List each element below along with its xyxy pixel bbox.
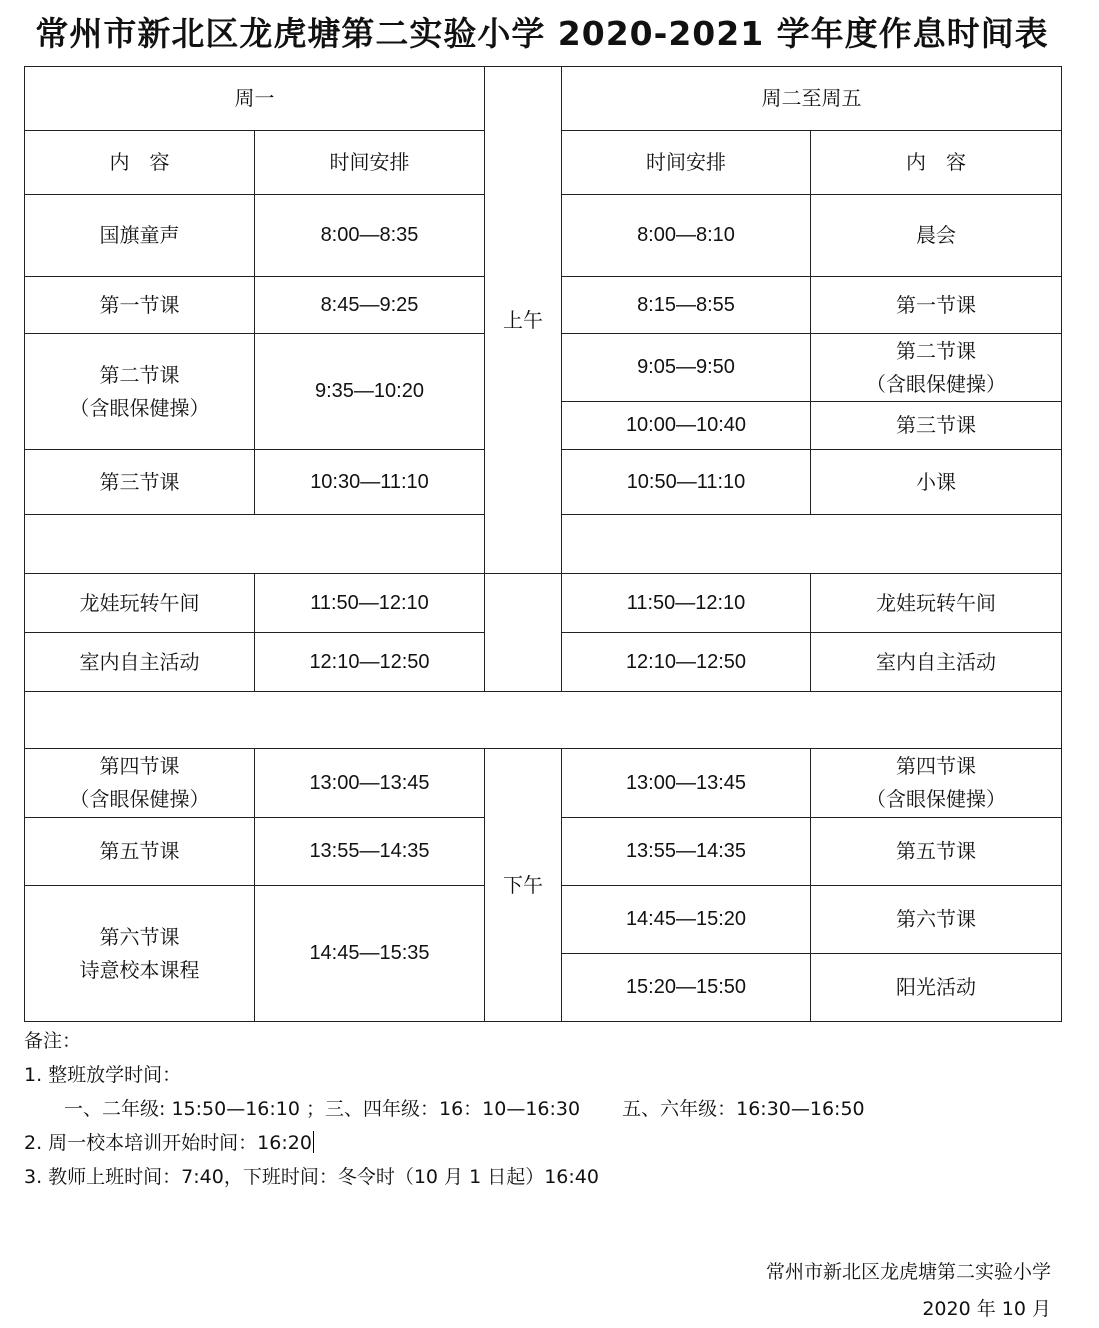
weekday-content: 第六节课: [811, 886, 1062, 954]
lesson-note: （含眼保健操）: [69, 787, 210, 811]
label-morning: 上午: [485, 67, 562, 574]
weekday-content: 小课: [811, 450, 1062, 515]
weekday-time: 11:50—12:10: [562, 574, 811, 633]
monday-content: [25, 886, 255, 1022]
weekday-content: [811, 749, 1062, 818]
monday-time: 9:35—10:20: [255, 334, 485, 450]
monday-time: 14:45—15:35: [255, 886, 485, 1022]
weekday-content: [811, 334, 1062, 402]
note-item-1: 1. 整班放学时间：: [24, 1064, 182, 1086]
header-schedule-monday: 时间安排: [255, 131, 485, 195]
lesson-name: 第四节课: [896, 754, 976, 778]
header-tue-fri: 周二至周五: [562, 67, 1062, 131]
signature-block: [766, 1254, 1051, 1328]
header-content-monday: 内 容: [25, 131, 255, 195]
lesson-note: （含眼保健操）: [866, 787, 1006, 811]
weekday-content: 第一节课: [811, 277, 1062, 334]
note-item-2[interactable]: [24, 1126, 865, 1160]
weekday-content: 龙娃玩转午间: [811, 574, 1062, 633]
weekday-time: 13:55—14:35: [562, 818, 811, 886]
header-monday: 周一: [25, 67, 485, 131]
blank-row: [25, 692, 1062, 749]
weekday-content: 第五节课: [811, 818, 1062, 886]
page-title: 常州市新北区龙虎塘第二实验小学 2020-2021 学年度作息时间表: [35, 14, 1049, 53]
weekday-time: 13:00—13:45: [562, 749, 811, 818]
monday-time: 12:10—12:50: [255, 633, 485, 692]
monday-content: 第三节课: [25, 450, 255, 515]
note-dismissal-times: [24, 1092, 865, 1126]
lesson-name: 第六节课: [99, 924, 180, 949]
monday-content: 第五节课: [25, 818, 255, 886]
weekday-time: 15:20—15:50: [562, 954, 811, 1022]
monday-time: 8:00—8:35: [255, 195, 485, 277]
label-afternoon: 下午: [485, 749, 562, 1022]
lesson-name: 第二节课: [896, 338, 976, 363]
signature-school: 常州市新北区龙虎塘第二实验小学: [765, 1261, 1051, 1283]
note-item-3: 3. 教师上班时间：7:40，下班时间：冬令时（10 月 1 日起）16:40: [24, 1166, 599, 1188]
monday-content: 室内自主活动: [25, 633, 255, 692]
lesson-note: （含眼保健操）: [69, 395, 210, 420]
notes-section: [24, 1024, 865, 1194]
lesson-note: 诗意校本课程: [79, 957, 200, 982]
blank-row: [25, 515, 485, 574]
weekday-time: 8:00—8:10: [562, 195, 811, 277]
noon-empty-cell: [485, 574, 562, 692]
weekday-time: 10:50—11:10: [562, 450, 811, 515]
weekday-time: 9:05—9:50: [562, 334, 811, 402]
signature-date: 2020 年 10 月: [922, 1298, 1051, 1320]
lesson-name: 第二节课: [99, 362, 180, 387]
lesson-note: （含眼保健操）: [866, 371, 1006, 396]
note-item-2-text: 2. 周一校本培训开始时间：16:20: [24, 1132, 312, 1154]
weekday-time: 14:45—15:20: [562, 886, 811, 954]
monday-time: 10:30—11:10: [255, 450, 485, 515]
header-schedule-weekday: 时间安排: [562, 131, 811, 195]
weekday-time: 12:10—12:50: [562, 633, 811, 692]
lesson-name: 第四节课: [99, 754, 180, 778]
dismissal-grades-1-4: 一、二年级: 15:50—16:10 ；三、四年级：16：10—16:30: [64, 1098, 581, 1120]
schedule-table: [24, 66, 1062, 1022]
weekday-time: 8:15—8:55: [562, 277, 811, 334]
dismissal-grades-5-6: 五、六年级：16:30—16:50: [622, 1098, 865, 1120]
weekday-time: 10:00—10:40: [562, 402, 811, 450]
monday-content: [25, 334, 255, 450]
monday-content: [25, 749, 255, 818]
notes-heading: 备注：: [24, 1030, 82, 1052]
monday-time: 13:55—14:35: [255, 818, 485, 886]
monday-time: 13:00—13:45: [255, 749, 485, 818]
monday-content: 国旗童声: [25, 195, 255, 277]
monday-time: 8:45—9:25: [255, 277, 485, 334]
monday-content: 第一节课: [25, 277, 255, 334]
text-cursor: [313, 1131, 315, 1153]
weekday-content: 第三节课: [811, 402, 1062, 450]
monday-content: 龙娃玩转午间: [25, 574, 255, 633]
monday-time: 11:50—12:10: [255, 574, 485, 633]
weekday-content: 晨会: [811, 195, 1062, 277]
weekday-content: 室内自主活动: [811, 633, 1062, 692]
blank-row: [562, 515, 1062, 574]
weekday-content: 阳光活动: [811, 954, 1062, 1022]
header-content-weekday: 内 容: [811, 131, 1062, 195]
